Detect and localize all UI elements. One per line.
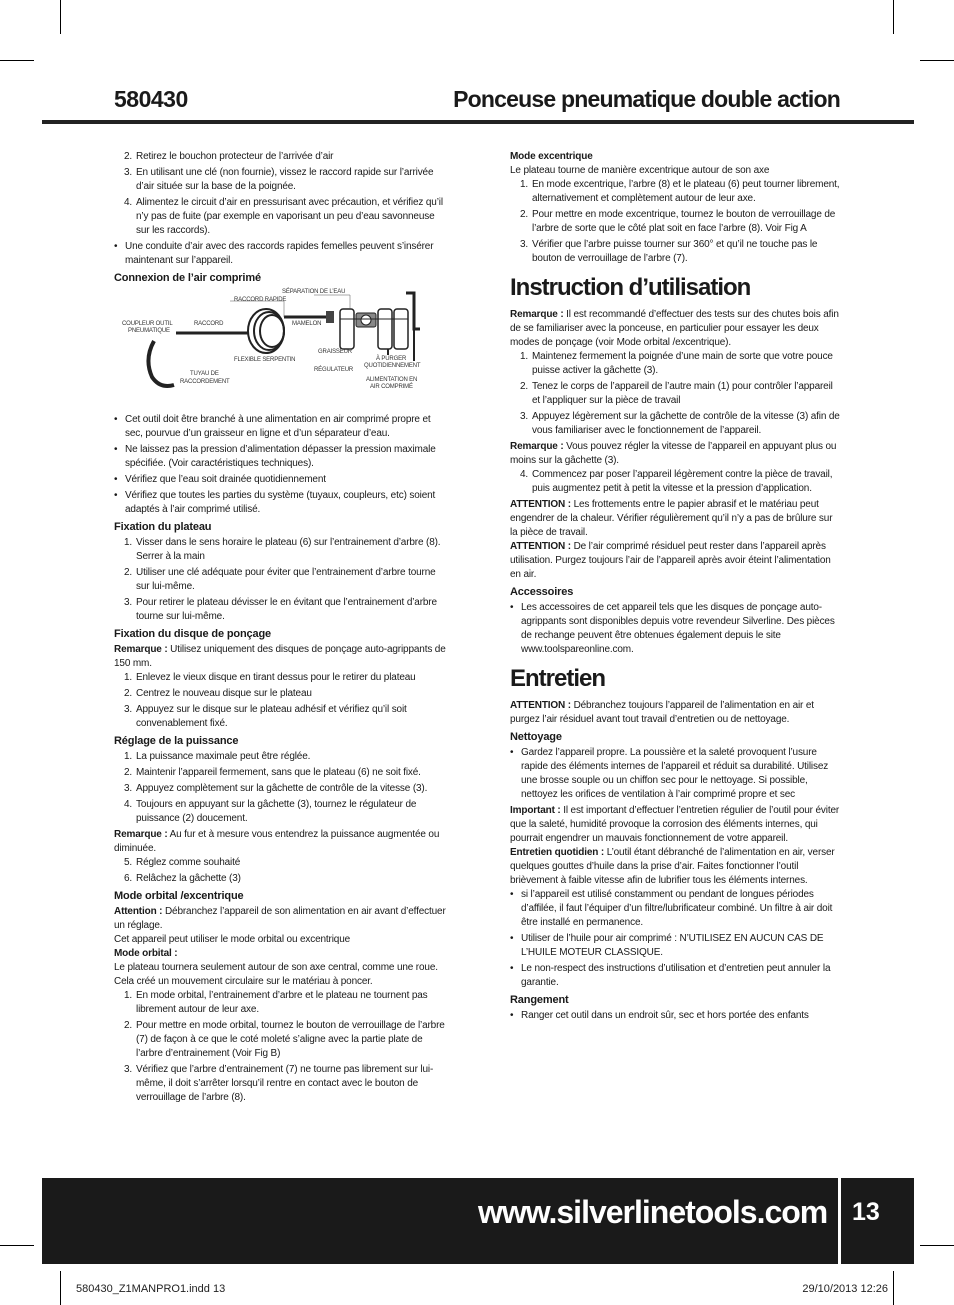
- list-item: 2. Pour mettre en mode excentrique, tournez le bouton de verrouillage de l’arbre de sorte que le côté plat soit en face l’arbre (8). Voir Fig A: [520, 209, 836, 234]
- diagram-label: MAMELON: [292, 321, 322, 327]
- section-heading: Nettoyage: [510, 731, 562, 743]
- diagram-label: RACCORD RAPIDE: [234, 297, 287, 303]
- list-item: 5. Réglez comme souhaité: [124, 857, 241, 868]
- section-title: Entretien: [510, 665, 606, 692]
- bullet-item: • Une conduite d’air avec des raccords rapides femelles peuvent s’insérer maintenant sur l’appareil.: [114, 241, 434, 266]
- diagram-label: TUYAU DE: [190, 371, 219, 377]
- paragraph: Le plateau tournera seulement autour de son axe central, comme une roue. Cela créé un mouvement circulaire sur le matériau à poncer.: [114, 962, 438, 987]
- diagram-label: AIR COMPRIMÉ: [370, 384, 413, 390]
- crop-mark: [60, 0, 61, 34]
- diagram-label: GRAISSEUR: [318, 349, 352, 355]
- bullet-item: • Le non-respect des instructions d’utilisation et d’entretien peut annuler la garantie.: [510, 963, 831, 988]
- page-number: 13: [852, 1198, 880, 1226]
- crop-mark: [0, 1245, 34, 1246]
- list-item: 1. Visser dans le sens horaire le plateau (6) sur l’entrainement d’arbre (8). Serrer à la main: [124, 537, 441, 562]
- list-item: 3. Pour retirer le plateau dévisser le en évitant que l’entrainement d’arbre tourne sur lui-même.: [124, 597, 437, 622]
- section-heading: Mode orbital /excentrique: [114, 890, 244, 902]
- list-item: 3. Appuyez sur le disque sur le plateau adhésif et vérifiez qu’il soit convenablement fixé.: [124, 704, 407, 729]
- list-item: 1. Maintenez fermement la poignée d’une main de sorte que votre pouce puisse activer la gâchette (3).: [520, 351, 833, 376]
- section-heading: Accessoires: [510, 586, 574, 598]
- list-item: 2. Maintenir l’appareil fermement, sans que le plateau (6) ne soit fixé.: [124, 767, 421, 778]
- paragraph: Le plateau tourne de manière excentrique autour de son axe: [510, 165, 770, 176]
- section-heading: Fixation du plateau: [114, 521, 212, 533]
- bullet-item: • Les accessoires de cet appareil tels que les disques de ponçage auto-agrippants sont disponibles depuis votre revendeur Silverline. Des pièces de rechange peuvent être obtenues également depuis le site www.toolspareonline.com.: [510, 602, 835, 655]
- diagram-label: FLEXIBLE SERPENTIN: [234, 357, 296, 363]
- list-item: 3. Appuyez légèrement sur la gâchette de contrôle de la vitesse (3) afin de vous familiariser avec le fonctionnement de l’appareil.: [520, 411, 840, 436]
- bullet-item: • Vérifiez que toutes les parties du système (tuyaux, coupleurs, etc) soient adaptés à l’air comprimé utilisé.: [114, 490, 436, 515]
- diagram-label: COUPLEUR OUTIL: [122, 321, 173, 327]
- note: Remarque : Vous pouvez régler la vitesse de l’appareil en appuyant plus ou moins sur la gâchette (3).: [510, 441, 837, 466]
- air-connection-diagram: [114, 289, 446, 407]
- list-item: 2. Centrez le nouveau disque sur le plateau: [124, 688, 312, 699]
- diagram-label: RÉGULATEUR: [314, 367, 354, 373]
- section-title: Instruction d’utilisation: [510, 274, 751, 301]
- diagram-label: RACCORD: [194, 321, 224, 327]
- bullet-item: • Utiliser de l’huile pour air comprimé : N’UTILISEZ EN AUCUN CAS DE L’HUILE MOTEUR CLASSIQUE.: [510, 933, 824, 958]
- crop-mark: [0, 60, 34, 61]
- crop-mark: [60, 1271, 61, 1305]
- note: Attention : Débranchez l’appareil de son alimentation en air avant d’effectuer un réglage.: [114, 906, 446, 931]
- list-item: 3. Vérifier que l’arbre puisse tourner sur 360° et qu’il ne touche pas le bouton de verrouillage de l’arbre (7).: [520, 239, 818, 264]
- section-heading: Connexion de l’air comprimé: [114, 272, 261, 284]
- section-heading: Réglage de la puissance: [114, 735, 239, 747]
- crop-mark: [920, 60, 954, 61]
- warning: ATTENTION : De l’air comprimé résiduel peut rester dans l’appareil après utilisation. Purgez toujours l’air de l’appareil après avoir éteint l’alimentation en air.: [510, 541, 831, 580]
- page-title: Ponceuse pneumatique double action: [453, 86, 840, 112]
- footer-divider: [838, 1178, 841, 1264]
- list-item: 1. En mode orbital, l’entrainement d’arbre et le plateau ne tournent pas librement autour de leur axe.: [124, 990, 428, 1015]
- subsection-label: Mode orbital :: [114, 948, 178, 959]
- note: Remarque : Il est recommandé d’effectuer des tests sur des chutes bois afin de se familiariser avec la ponceuse, en particulier pour essayer les deux modes de ponçage (voir Mode orbital /excentrique).: [510, 309, 839, 348]
- bullet-item: • Ne laissez pas la pression d’alimentation dépasser la pression maximale spécifiée. (Voir caractéristiques techniques).: [114, 444, 436, 469]
- left-column: [114, 150, 446, 1107]
- diagram-label: QUOTIDIENNEMENT: [364, 363, 421, 369]
- header-rule: [42, 120, 914, 124]
- subsection-label: Mode excentrique: [510, 151, 593, 162]
- list-item: 1. La puissance maximale peut être réglée.: [124, 751, 311, 762]
- list-item: 4. Alimentez le circuit d’air en pressurisant avec précaution, et vérifiez qu’il n’y pas de fuite (par exemple en vaporisant un peu d’eau savonneuse sur les raccords).: [124, 197, 443, 236]
- list-item: 3. En utilisant une clé (non fournie), vissez le raccord rapide sur l’arrivée d’air située sur la base de la poignée.: [124, 167, 434, 192]
- diagram-label: ALIMENTATION EN: [366, 377, 418, 383]
- warning: ATTENTION : Débranchez toujours l’appareil de l’alimentation en air et purgez l’air résiduel avant tout travail d’entretien ou de nettoyage.: [510, 700, 814, 725]
- list-item: 2. Utiliser une clé adéquate pour éviter que l’entrainement d’arbre tourne sur lui-même.: [124, 567, 436, 592]
- list-item: 2. Retirez le bouchon protecteur de l’arrivée d’air: [124, 151, 334, 162]
- note: Entretien quotidien : L’outil étant débranché de l’alimentation en air, verser quelques gouttes d’huile dans la prise d’air. Faites fonctionner l’outil brièvement à faible vitesse afin de lubrifier tous les éléments internes.: [510, 847, 835, 886]
- note: Remarque : Utilisez uniquement des disques de ponçage auto-agrippants de 150 mm.: [114, 644, 446, 669]
- list-item: 3. Vérifiez que l’arbre d’entrainement (7) ne tourne pas librement sur lui-même, il doit s’arrêter lorsqu’il rentre en contact avec le bouton de verrouillage de l’arbre (8).: [124, 1064, 434, 1103]
- diagram-label: À PURGER: [376, 356, 407, 362]
- right-column: [510, 150, 842, 1025]
- date-slug: 29/10/2013 12:26: [802, 1283, 888, 1295]
- crop-mark: [920, 1245, 954, 1246]
- crop-mark: [893, 0, 894, 34]
- paragraph: Cet appareil peut utiliser le mode orbital ou excentrique: [114, 934, 351, 945]
- bullet-item: • Gardez l’appareil propre. La poussière et la saleté provoquent l’usure rapide des éléments internes de l’appareil et réduit sa durabilité. Utilisez une brosse souple ou un chiffon sec pour le nettoyage. Si possible, nettoyez les orifices de ventilation à l’air comprimé propre et sec: [510, 747, 829, 800]
- diagram-label: RACCORDEMENT: [180, 379, 230, 385]
- bullet-item: • Vérifiez que l’eau soit drainée quotidiennement: [114, 474, 326, 485]
- list-item: 3. Appuyez complètement sur la gâchette de contrôle de la vitesse (3).: [124, 783, 428, 794]
- crop-mark: [893, 1271, 894, 1305]
- product-code: 580430: [114, 86, 188, 112]
- list-item: 2. Pour mettre en mode orbital, tournez le bouton de verrouillage de l’arbre (7) de façon à ce que le coté moleté s’aligne avec la partie plate de l’arbre d’entrainement (Voir Fig B): [124, 1020, 445, 1059]
- warning: ATTENTION : Les frottements entre le papier abrasif et le matériau peut engendrer de la chaleur. Vérifier régulièrement qu’il n’y a pas de brûlure sur la pièce de travail.: [510, 499, 833, 538]
- note: Remarque : Au fur et à mesure vous entendrez la puissance augmentée ou diminuée.: [114, 829, 440, 854]
- list-item: 6. Relâchez la gâchette (3): [124, 873, 241, 884]
- file-slug: 580430_Z1MANPRO1.indd 13: [76, 1283, 226, 1295]
- bullet-item: • si l’appareil est utilisé constamment ou pendant de longues périodes d’affilée, il faut l’équiper d’un filtre/lubrificateur combiné. Un filtre à air doit être installé en permanence.: [510, 889, 833, 928]
- list-item: 4. Commencez par poser l’appareil légèrement contre la pièce de travail, puis augmentez petit à petit la vitesse et la pression d’application.: [520, 469, 833, 494]
- list-item: 4. Toujours en appuyant sur la gâchette (3), tournez le régulateur de puissance (2) doucement.: [124, 799, 417, 824]
- note: Important : Il est important d’effectuer l’entretien régulier de l’outil pour éviter que la saleté, humidité provoque la corrosion des éléments internes, qui pourrait engendrer un mauvais fonctionnement de votre appareil.: [510, 805, 840, 844]
- website-link[interactable]: www.silverlinetools.com: [478, 1194, 828, 1230]
- list-item: 2. Tenez le corps de l’appareil de l’autre main (1) pour contrôler l’appareil et l’appliquer sur la pièce de travail: [520, 381, 833, 406]
- section-heading: Rangement: [510, 994, 569, 1006]
- bullet-item: • Cet outil doit être branché à une alimentation en air comprimé propre et sec, pourvue d’un graisseur en ligne et d’un séparateur d’eau.: [114, 414, 431, 439]
- list-item: 1. En mode excentrique, l’arbre (8) et le plateau (6) peut tourner librement, alternativement et complètement autour de leur axe.: [520, 179, 840, 204]
- list-item: 1. Enlevez le vieux disque en tirant dessus pour le retirer du plateau: [124, 672, 416, 683]
- section-heading: Fixation du disque de ponçage: [114, 628, 271, 640]
- diagram-label: PNEUMATIQUE: [128, 328, 170, 334]
- bullet-item: • Ranger cet outil dans un endroit sûr, sec et hors portée des enfants: [510, 1010, 809, 1021]
- diagram-label: SÉPARATION DE L’EAU: [282, 289, 346, 295]
